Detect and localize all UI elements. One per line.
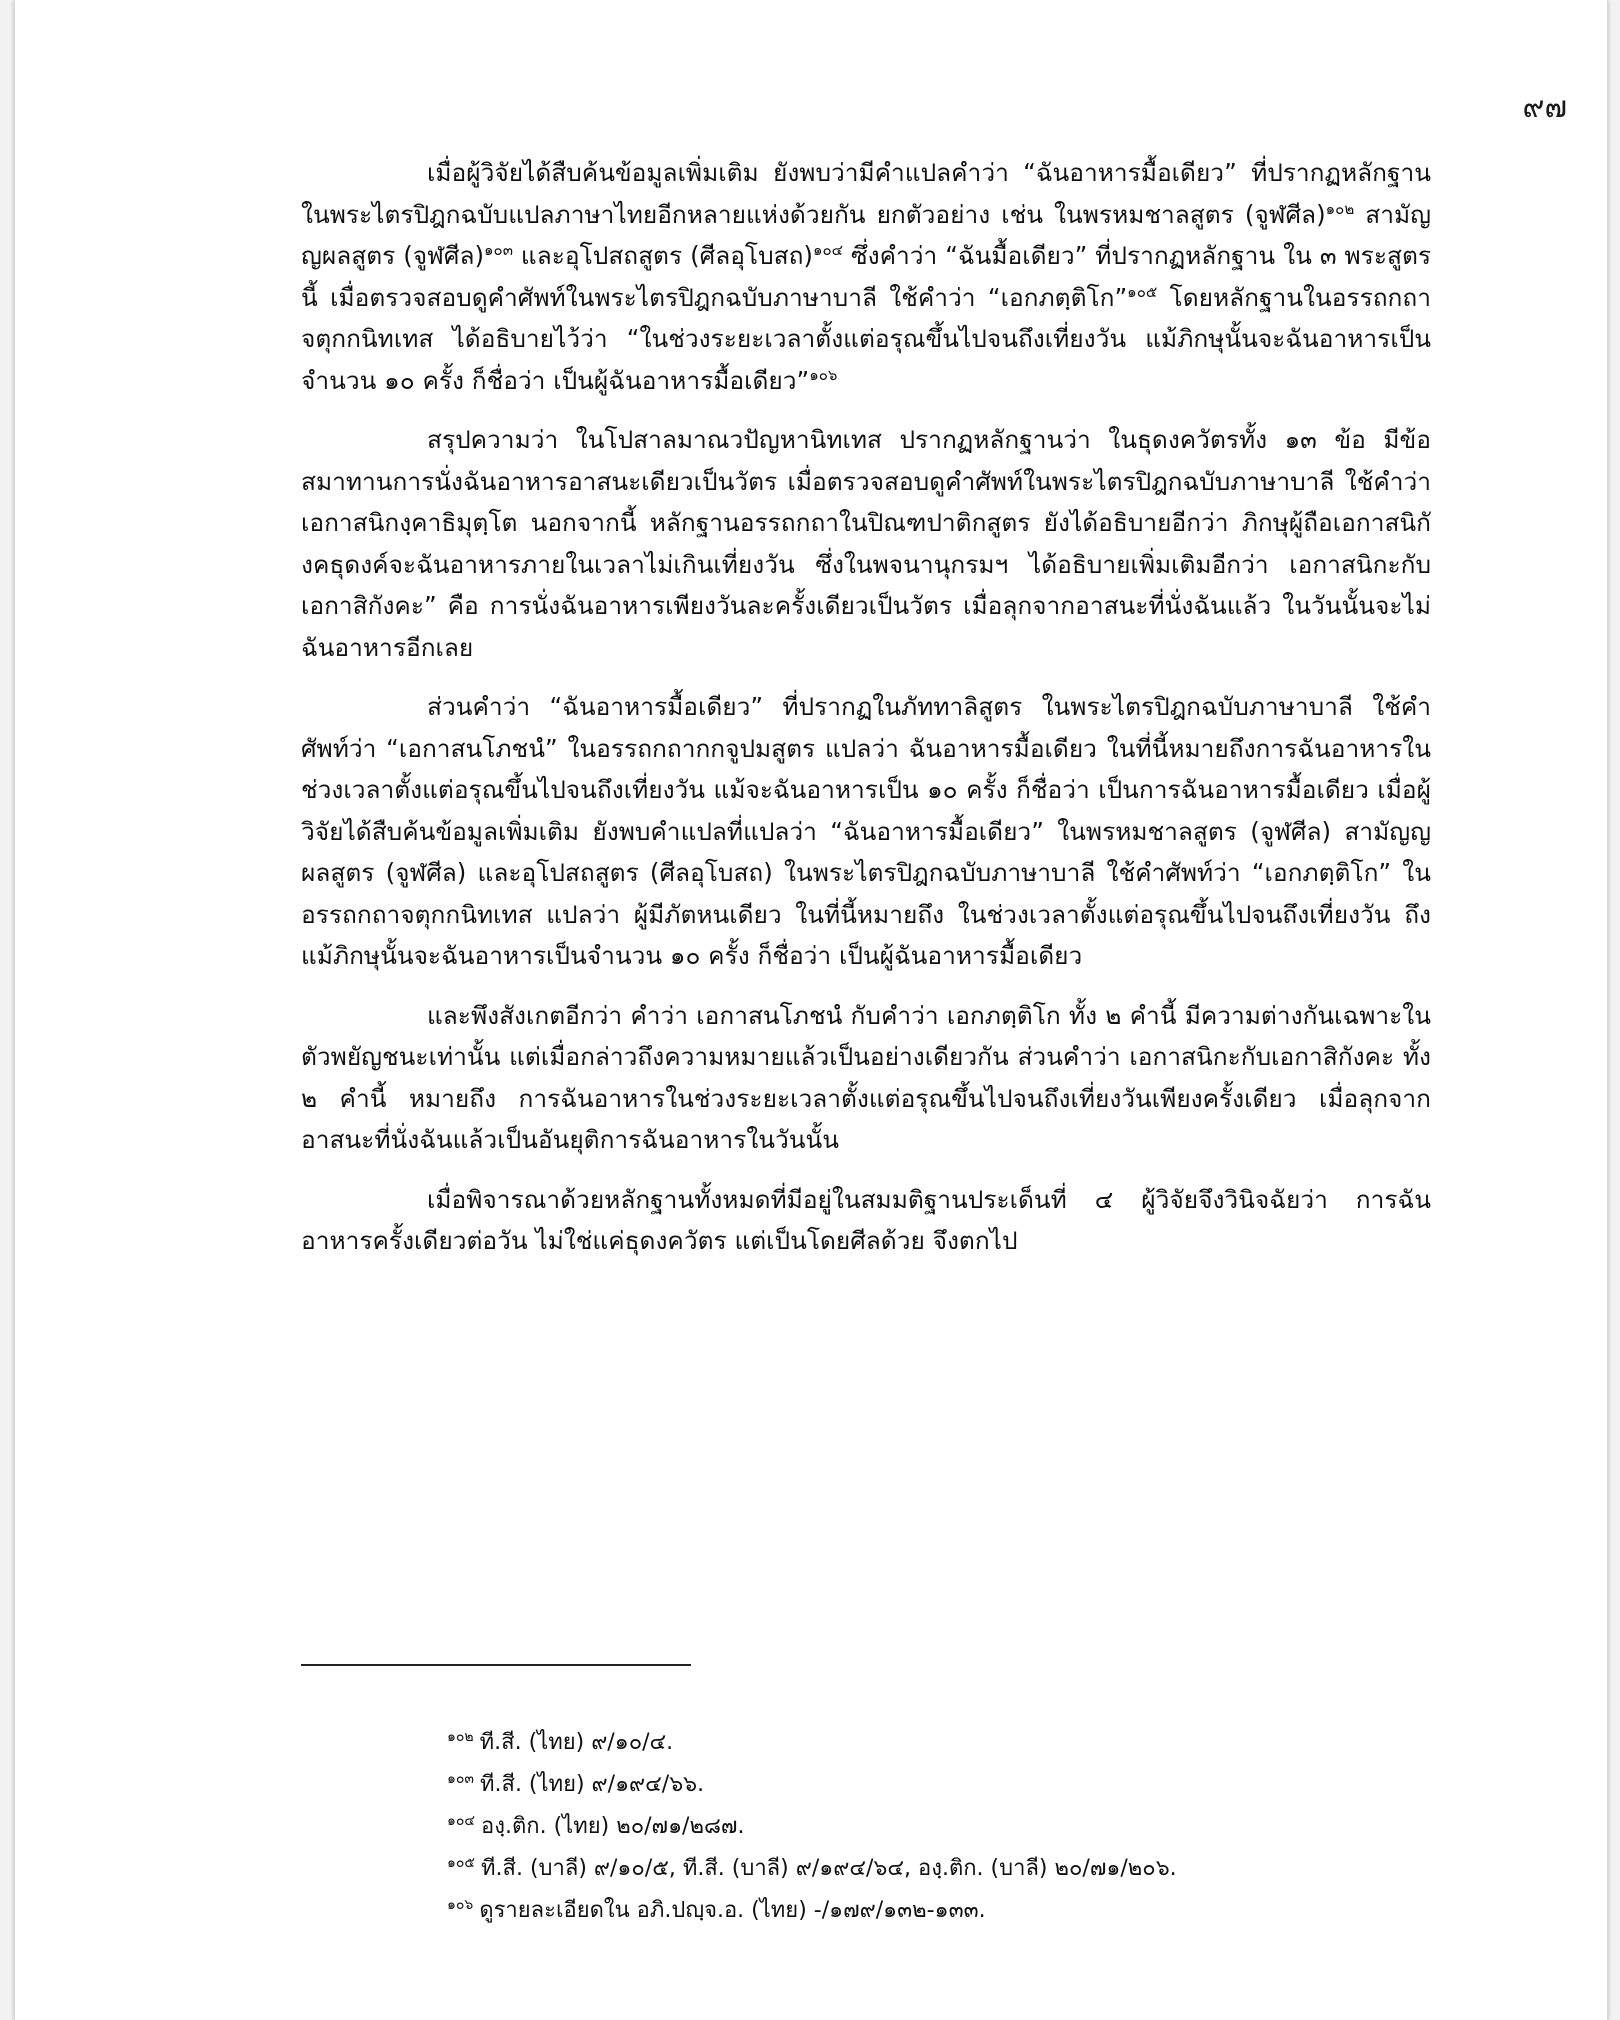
footnote-text: ที.สี. (บาลี) ๙/๑๐/๕, ที.สี. (บาลี) ๙/๑๙๔/๖๔, องฺ.ติก. (บาลี) ๒๐/๗๑/๒๐๖. — [481, 1856, 1177, 1881]
footnote-ref[interactable]: ๑๐๖ — [809, 365, 838, 384]
footnote-mark: ๑๐๓ — [447, 1770, 475, 1787]
paragraph — [301, 995, 1431, 1161]
footnotes — [447, 1722, 1447, 1932]
footnote-mark: ๑๐๔ — [447, 1812, 476, 1829]
footnote-text: องฺ.ติก. (ไทย) ๒๐/๗๑/๒๘๗. — [481, 1814, 745, 1839]
paragraph-text: ซึ่งคำว่า “ฉันมื้อเดียว” ที่ปรากฏหลักฐาน ใน ๓ พระสูตรนี้ เมื่อตรวจสอบดูคำศัพท์ในพระไตรปิฎกฉบับภาษาบาลี ใช้คำว่า “เอกภตฺติโก” — [301, 241, 1432, 312]
footnote-mark: ๑๐๖ — [447, 1896, 474, 1913]
page-number: ๙๗ — [1522, 90, 1567, 125]
footnote-item — [447, 1806, 1447, 1848]
paragraph-text: และพึงสังเกตอีกว่า คำว่า เอกาสนโภชนํ กับคำว่า เอกภตฺติโก ทั้ง ๒ คำนี้ มีความต่างกันเฉพาะในตัวพยัญชนะเท่านั้น แต่เมื่อกล่าวถึงความหมายแล้วเป็นอย่างเดียวกัน ส่วนคำว่า เอกาสนิกะกับเอกาสิกังคะ ทั้ง ๒ คำนี้ หมายถึง การฉันอาหารในช่วงระยะเวลาตั้งแต่อรุณขึ้นไปจนถึงเที่ยงวันเพียงครั้งเดียว เมื่อลุกจากอาสนะที่นั่งฉันแล้วเป็นอันยุติการฉันอาหารในวันนั้น — [301, 1000, 1431, 1154]
paragraph-text: เมื่อพิจารณาด้วยหลักฐานทั้งหมดที่มีอยู่ในสมมติฐานประเด็นที่ ๔ ผู้วิจัยจึงวินิจฉัยว่า การฉันอาหารครั้งเดียวต่อวัน ไม่ใช่แค่ธุดงควัตร แต่เป็นโดยศีลด้วย จึงตกไป — [301, 1184, 1431, 1255]
paragraph — [301, 419, 1431, 668]
footnote-text: ที.สี. (ไทย) ๙/๑๐/๔. — [479, 1730, 674, 1755]
footnote-item — [447, 1890, 1447, 1932]
paragraph-text: และอุโปสถสูตร (ศีลอุโบสถ) — [512, 241, 813, 270]
paragraph — [301, 1179, 1431, 1262]
footnote-separator — [301, 1664, 691, 1666]
footnote-text: ดูรายละเอียดใน อภิ.ปญฺจ.อ. (ไทย) -/๑๗๙/๑๓๒-๑๓๓. — [479, 1898, 986, 1923]
document-page — [14, 0, 1608, 2020]
footnote-ref[interactable]: ๑๐๒ — [1325, 199, 1355, 218]
paragraph — [301, 686, 1431, 977]
paragraph — [301, 152, 1431, 401]
footnote-item — [447, 1848, 1447, 1890]
paragraph-text: สามัญญผลสูตร (จูฬศีล) — [301, 199, 1431, 270]
footnote-mark: ๑๐๒ — [447, 1728, 474, 1745]
footnote-ref[interactable]: ๑๐๕ — [1127, 282, 1158, 301]
footnote-item — [447, 1764, 1447, 1806]
paragraph-text: เมื่อผู้วิจัยได้สืบค้นข้อมูลเพิ่มเติม ยังพบว่ามีคำแปลคำว่า “ฉันอาหารมื้อเดียว” ที่ปรากฏหลักฐานในพระไตรปิฎกฉบับแปลภาษาไทยอีกหลายแห่งด้วยกัน ยกตัวอย่าง เช่น ในพรหมชาลสูตร (จูฬศีล) — [301, 158, 1431, 229]
footnote-text: ที.สี. (ไทย) ๙/๑๙๔/๖๖. — [480, 1772, 705, 1797]
paragraph-text: โดยหลักฐานในอรรถกถาจตุกกนิทเทส ได้อธิบายไว้ว่า “ในช่วงระยะเวลาตั้งแต่อรุณขึ้นไปจนถึงเที่ยงวัน แม้ภิกษุนั้นจะฉันอาหารเป็นจำนวน ๑๐ ครั้ง ก็ชื่อว่า เป็นผู้ฉันอาหารมื้อเดียว” — [301, 282, 1431, 395]
footnote-item — [447, 1722, 1447, 1764]
footnote-mark: ๑๐๕ — [447, 1854, 476, 1871]
paragraph-text: ส่วนคำว่า “ฉันอาหารมื้อเดียว” ที่ปรากฏในภัททาลิสูตร ในพระไตรปิฎกฉบับภาษาบาลี ใช้คำศัพท์ว่า “เอกาสนโภชนํ” ในอรรถกถากกจูปมสูตร แปลว่า ฉันอาหารมื้อเดียว ในที่นี้หมายถึงการฉันอาหารในช่วงเวลาตั้งแต่อรุณขึ้นไปจนถึงเที่ยงวัน แม้จะฉันอาหารเป็น ๑๐ ครั้ง ก็ชื่อว่า เป็นการฉันอาหารมื้อเดียว เมื่อผู้วิจัยได้สืบค้นข้อมูลเพิ่มเติม ยังพบคำแปลที่แปลว่า “ฉันอาหารมื้อเดียว” ในพรหมชาลสูตร (จูฬศีล) สามัญญผลสูตร (จูฬศีล) และอุโปสถสูตร (ศีลอุโบสถ) ในพระไตรปิฎกฉบับภาษาบาลี ใช้คำศัพท์ว่า “เอกภตฺติโก” ในอรรถกถาจตุกกนิทเทส แปลว่า ผู้มีภัตหนเดียว ในที่นี้หมายถึง ในช่วงเวลาตั้งแต่อรุณขึ้นไปจนถึงเที่ยงวัน ถึงแม้ภิกษุนั้นจะฉันอาหารเป็นจำนวน ๑๐ ครั้ง ก็ชื่อว่า เป็นผู้ฉันอาหารมื้อเดียว — [301, 692, 1431, 970]
body-text — [301, 152, 1431, 1280]
footnote-ref[interactable]: ๑๐๓ — [484, 240, 513, 259]
paragraph-text: สรุปความว่า ในโปสาลมาณวปัญหานิทเทส ปรากฏหลักฐานว่า ในธุดงควัตรทั้ง ๑๓ ข้อ มีข้อสมาทานการนั่งฉันอาหารอาสนะเดียวเป็นวัตร เมื่อตรวจสอบดูคำศัพท์ในพระไตรปิฎกฉบับภาษาบาลี ใช้คำว่า เอกาสนิกงฺคาธิมุตฺโต นอกจากนี้ หลักฐานอรรถกถาในปิณฑปาติกสูตร ยังได้อธิบายอีกว่า ภิกษุผู้ถือเอกาสนิกังคธุดงค์จะฉันอาหารภายในเวลาไม่เกินเที่ยงวัน ซึ่งในพจนานุกรมฯ ได้อธิบายเพิ่มเติมอีกว่า เอกาสนิกะกับเอกาสิกังคะ” คือ การนั่งฉันอาหารเพียงวันละครั้งเดียวเป็นวัตร เมื่อลุกจากอาสนะที่นั่งฉันแล้ว ในวันนั้นจะไม่ฉันอาหารอีกเลย — [301, 425, 1431, 662]
footnote-ref[interactable]: ๑๐๔ — [813, 240, 844, 259]
